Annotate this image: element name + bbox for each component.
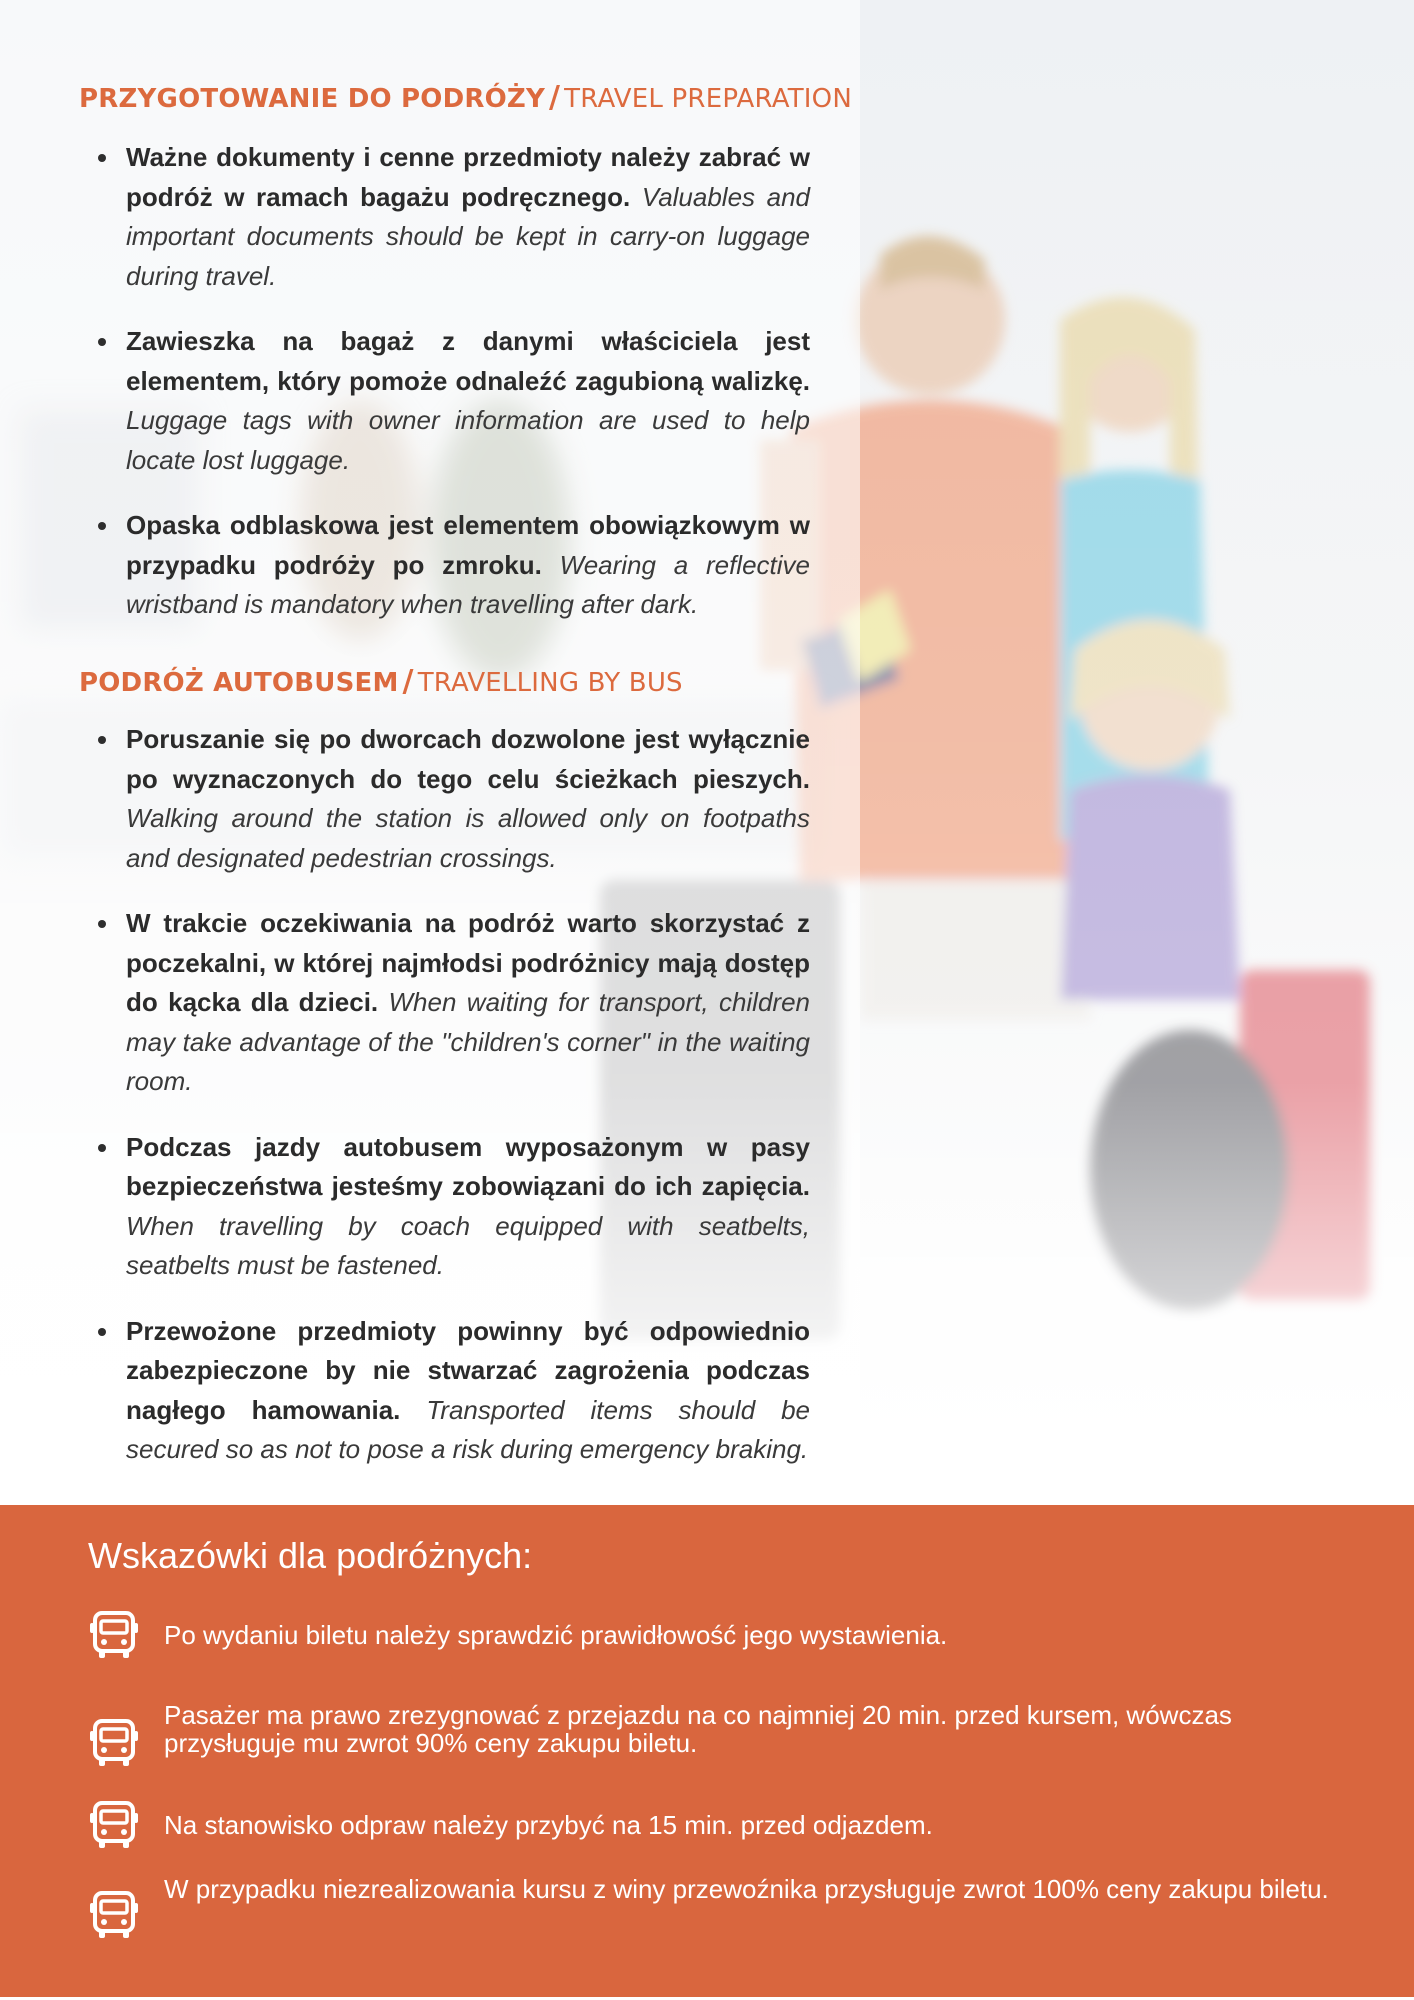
heading-pl: PODRÓŻ AUTOBUSEM <box>79 668 399 698</box>
bus-icon <box>88 1609 140 1661</box>
bus-icon <box>88 1889 140 1941</box>
list-item <box>126 138 810 296</box>
item-text-pl: Zawieszka na bagaż z danymi właściciela jest elementem, który pomoże odnaleźć zagubioną walizkę. <box>126 326 810 396</box>
tip-text: Pasażer ma prawo zrezygnować z przejazdu na co najmniej 20 min. przed kursem, wówczas przysługuje mu zwrot 90% ceny zakupu biletu. <box>164 1700 1232 1758</box>
item-text-pl: W trakcie oczekiwania na podróż warto skorzystać z poczekalni, w której najmłodsi podróżnicy mają dostęp do kącka dla dzieci. <box>126 908 810 1017</box>
heading-pl: PRZYGOTOWANIE DO PODRÓŻY <box>79 84 545 114</box>
list-item <box>126 1312 810 1470</box>
tip-text: Na stanowisko odpraw należy przybyć na 15 min. przed odjazdem. <box>164 1810 933 1840</box>
item-text-en: Wearing a reflective wristband is mandatory when travelling after dark. <box>126 549 810 619</box>
bus-icon <box>88 1717 140 1769</box>
tips-title: Wskazówki dla podróżnych: <box>88 1535 533 1576</box>
list-item <box>126 720 810 878</box>
tip-text: W przypadku niezrealizowania kursu z winy przewoźnika przysługuje zwrot 100% ceny zakupu biletu. <box>164 1874 1329 1904</box>
heading-separator: / <box>402 664 414 699</box>
item-text-pl: Podczas jazdy autobusem wyposażonym w pasy bezpieczeństwa jesteśmy zobowiązani do ich zapięcia. <box>126 1131 810 1201</box>
item-text-pl: Opaska odblaskowa jest elementem obowiązkowym w przypadku podróży po zmroku. <box>126 510 810 580</box>
tip-text: Po wydaniu biletu należy sprawdzić prawidłowość jego wystawienia. <box>164 1620 948 1650</box>
item-text-en: When waiting for transport, children may take advantage of the "children's corner" in the waiting room. <box>126 987 810 1096</box>
heading-en: TRAVELLING BY BUS <box>417 668 683 698</box>
item-text-en: Valuables and important documents should be kept in carry-on luggage during travel. <box>126 181 810 291</box>
list-item <box>126 322 810 480</box>
travel-tips-panel <box>0 1505 1414 1997</box>
item-text-pl: Ważne dokumenty i cenne przedmioty należy zabrać w podróż w ramach bagażu podręcznego. <box>126 142 810 212</box>
item-text-en: Transported items should be secured so as not to pose a risk during emergency braking. <box>126 1394 810 1464</box>
item-text-en: Walking around the station is allowed only on footpaths and designated pedestrian crossings. <box>126 803 810 873</box>
item-text-pl: Przewożone przedmioty powinny być odpowiednio zabezpieczone by nie stwarzać zagrożenia podczas nagłego hamowania. <box>126 1315 810 1425</box>
bus-icon <box>88 1799 140 1851</box>
heading-separator: / <box>549 80 561 115</box>
travelling-by-bus-list <box>126 720 810 1496</box>
list-item <box>126 1128 810 1286</box>
section-heading-travel-preparation <box>79 80 852 115</box>
item-text-en: When travelling by coach equipped with seatbelts, seatbelts must be fastened. <box>126 1210 810 1280</box>
list-item <box>126 904 810 1102</box>
section-heading-travelling-by-bus <box>79 664 683 699</box>
item-text-en: Luggage tags with owner information are used to help locate lost luggage. <box>126 405 810 475</box>
travel-preparation-list <box>126 138 810 651</box>
list-item <box>126 506 810 625</box>
item-text-pl: Poruszanie się po dworcach dozwolone jest wyłącznie po wyznaczonych do tego celu ścieżkach pieszych. <box>126 724 810 794</box>
heading-en: TRAVEL PREPARATION <box>564 84 852 114</box>
